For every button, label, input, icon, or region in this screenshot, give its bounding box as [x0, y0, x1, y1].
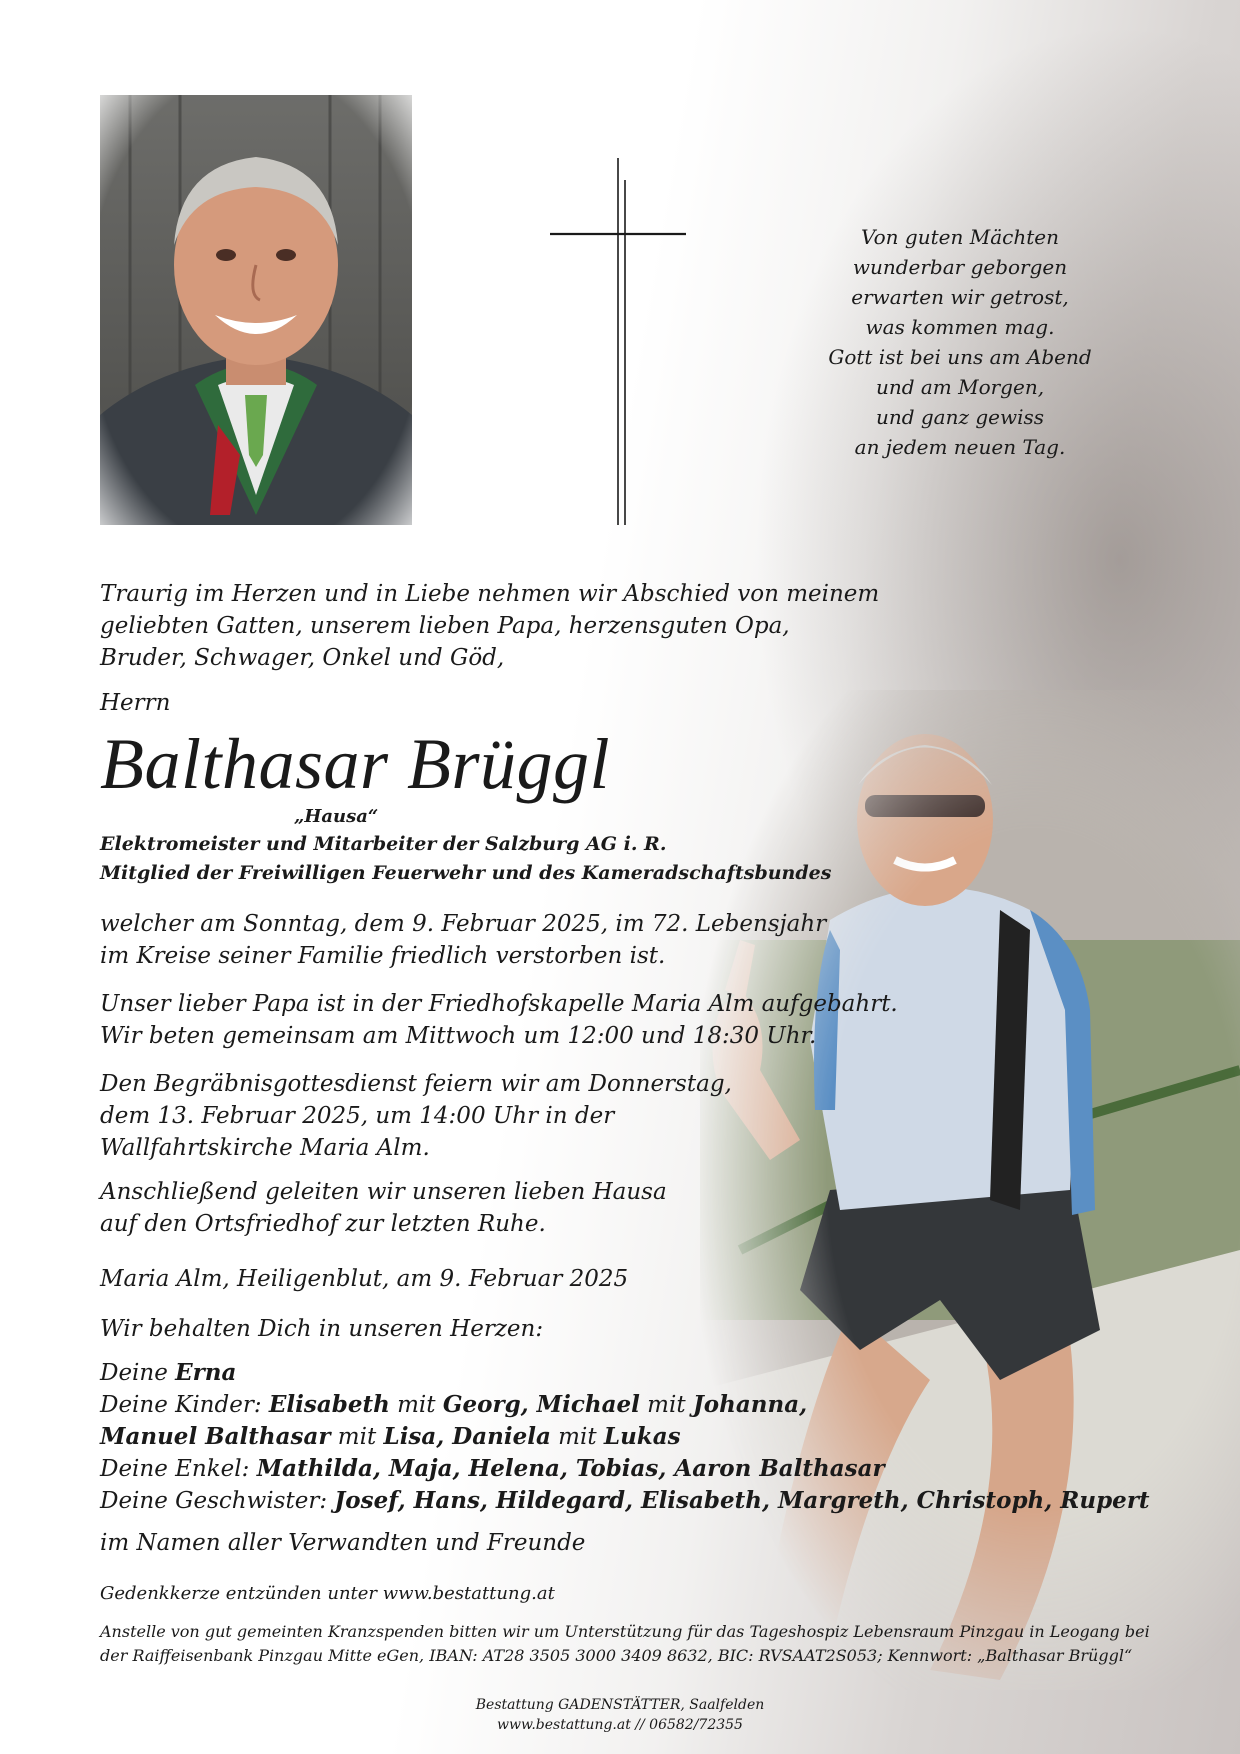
- funeral-paragraph: [100, 1068, 732, 1164]
- intro-line: Traurig im Herzen und in Liebe nehmen wir Abschied von meinem: [100, 581, 880, 607]
- funeral-line: Den Begräbnisgottesdienst feiern wir am Donnerstag,: [100, 1071, 732, 1097]
- funeral-line: dem 13. Februar 2025, um 14:00 Uhr in der: [100, 1103, 615, 1129]
- undertaker-contact[interactable]: www.bestattung.at // 06582/72355: [497, 1717, 743, 1733]
- undertaker-footer: [0, 1695, 1240, 1735]
- keep-in-hearts: Wir behalten Dich in unseren Herzen:: [100, 1316, 544, 1342]
- family-wife: Deine Erna: [100, 1359, 237, 1386]
- poem-line: was kommen mag.: [865, 315, 1055, 339]
- poem-line: Von guten Mächten: [861, 225, 1059, 249]
- poem: [760, 222, 1160, 462]
- poem-line: an jedem neuen Tag.: [854, 435, 1066, 459]
- intro-line: geliebten Gatten, unserem lieben Papa, herzensguten Opa,: [100, 613, 790, 639]
- burial-paragraph: [100, 1176, 667, 1240]
- deceased-nickname: „Hausa“: [294, 806, 379, 827]
- salutation: Herrn: [100, 690, 171, 716]
- poem-line: Gott ist bei uns am Abend: [828, 345, 1092, 369]
- family-children-1: Deine Kinder: Elisabeth mit Georg, Michael mit Johanna,: [100, 1391, 808, 1418]
- wake-paragraph: [100, 988, 898, 1052]
- title-line: Elektromeister und Mitarbeiter der Salzburg AG i. R.: [100, 833, 667, 855]
- wake-line: Wir beten gemeinsam am Mittwoch um 12:00 und 18:30 Uhr.: [100, 1023, 817, 1049]
- relatives-note: im Namen aller Verwandten und Freunde: [100, 1530, 586, 1556]
- funeral-line: Wallfahrtskirche Maria Alm.: [100, 1135, 430, 1161]
- place-date: Maria Alm, Heiligenblut, am 9. Februar 2025: [100, 1266, 629, 1292]
- cross-icon: [550, 158, 686, 525]
- death-paragraph: [100, 908, 826, 972]
- burial-line: auf den Ortsfriedhof zur letzten Ruhe.: [100, 1211, 546, 1237]
- candle-link[interactable]: Gedenkkerze entzünden unter www.bestattung.at: [100, 1583, 555, 1604]
- poem-line: und ganz gewiss: [875, 405, 1045, 429]
- poem-line: und am Morgen,: [875, 375, 1045, 399]
- donation-line: Anstelle von gut gemeinten Kranzspenden bitten wir um Unterstützung für das Tageshospiz Lebensraum Pinzgau in Leogang bei: [100, 1622, 1150, 1641]
- wake-line: Unser lieber Papa ist in der Friedhofskapelle Maria Alm aufgebahrt.: [100, 991, 898, 1017]
- deceased-name: Balthasar Brüggl: [100, 724, 611, 804]
- portrait-photo: [100, 95, 412, 525]
- poem-line: erwarten wir getrost,: [851, 285, 1069, 309]
- intro-paragraph: [100, 578, 879, 674]
- family-grandchildren: Deine Enkel: Mathilda, Maja, Helena, Tobias, Aaron Balthasar: [100, 1455, 885, 1482]
- poem-line: wunderbar geborgen: [852, 255, 1068, 279]
- title-line: Mitglied der Freiwilligen Feuerwehr und des Kameradschaftsbundes: [100, 862, 832, 884]
- family-siblings: Deine Geschwister: Josef, Hans, Hildegard, Elisabeth, Margreth, Christoph, Rupert: [100, 1487, 1150, 1514]
- donation-line: der Raiffeisenbank Pinzgau Mitte eGen, IBAN: AT28 3505 3000 3409 8632, BIC: RVSAAT2S053; Kennwort: „Balthasar Brüggl“: [100, 1646, 1133, 1665]
- intro-line: Bruder, Schwager, Onkel und Göd,: [100, 645, 505, 671]
- death-line: welcher am Sonntag, dem 9. Februar 2025, im 72. Lebensjahr: [100, 911, 827, 937]
- undertaker-name: Bestattung GADENSTÄTTER, Saalfelden: [475, 1697, 765, 1713]
- death-line: im Kreise seiner Familie friedlich verstorben ist.: [100, 943, 666, 969]
- deceased-titles: [100, 830, 831, 888]
- burial-line: Anschließend geleiten wir unseren lieben Hausa: [100, 1179, 667, 1205]
- family-list: [100, 1357, 1150, 1517]
- donation-note: [100, 1620, 1150, 1668]
- family-children-2: Manuel Balthasar mit Lisa, Daniela mit Lukas: [100, 1423, 681, 1450]
